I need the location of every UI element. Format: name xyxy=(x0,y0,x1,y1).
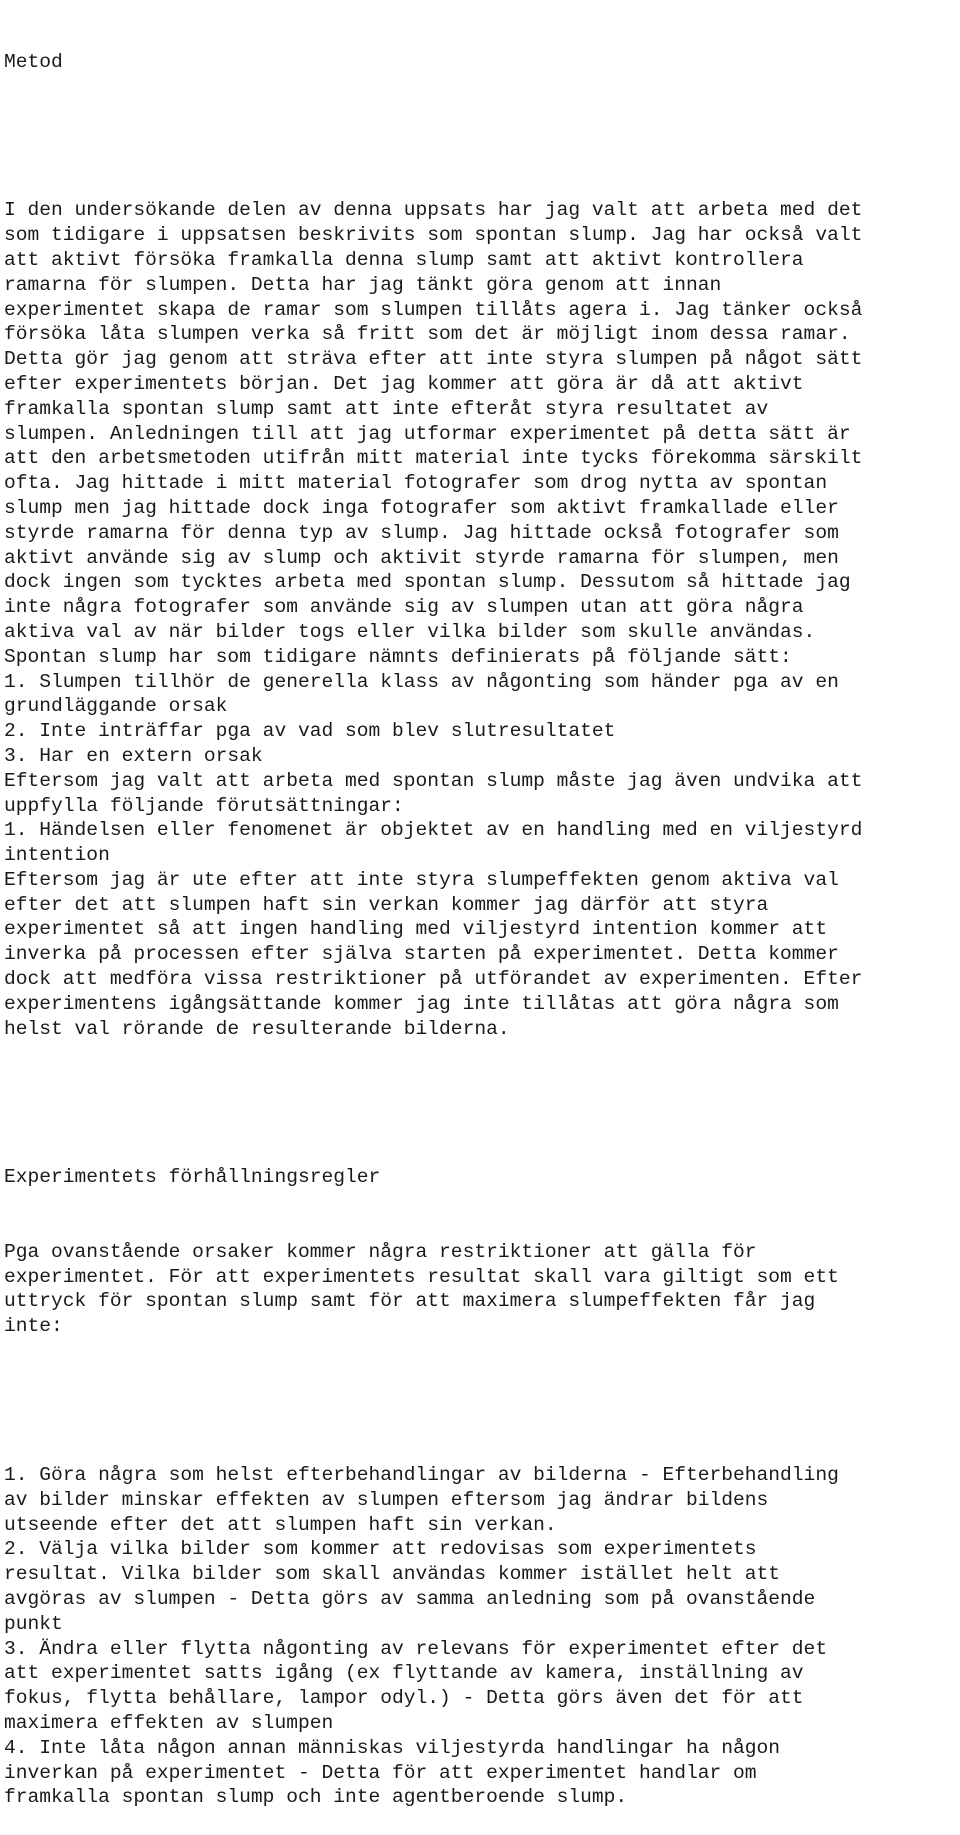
page-title: Metod xyxy=(4,50,63,73)
text-line: aktivt använde sig av slump och aktivit styrde ramarna för slumpen, men xyxy=(4,546,839,569)
text-line: experimentet skapa de ramar som slumpen tillåts agera i. Jag tänker också xyxy=(4,298,863,321)
rule-line: maximera effekten av slumpen xyxy=(4,1711,334,1734)
text-line: dock att medföra vissa restriktioner på utförandet av experimenten. Efter xyxy=(4,968,863,991)
rule-line: 2. Välja vilka bilder som kommer att redovisas som experimentets xyxy=(4,1538,757,1561)
text-line: slump men jag hittade dock inga fotografer som aktivt framkallade eller xyxy=(4,496,839,519)
blank-line xyxy=(4,124,956,149)
rule-line: utseende efter det att slumpen haft sin verkan. xyxy=(4,1513,557,1536)
rule-line: avgöras av slumpen - Detta görs av samma anledning som på ovanstående xyxy=(4,1588,816,1610)
text-line: 1. Slumpen tillhör de generella klass av någonting som händer pga av en xyxy=(4,670,839,693)
method-paragraph xyxy=(4,198,956,1041)
rule-line: 1. Göra några som helst efterbehandlingar av bilderna - Efterbehandling xyxy=(4,1464,839,1487)
text-line: 2. Inte inträffar pga av vad som blev slutresultatet xyxy=(4,720,616,743)
text-line: att aktivt försöka framkalla denna slump samt att aktivt kontrollera xyxy=(4,248,804,271)
text-line: aktiva val av när bilder togs eller vilka bilder som skulle användas. xyxy=(4,620,816,643)
text-line: helst val rörande de resulterande bilderna. xyxy=(4,1017,510,1040)
text-line: inverka på processen efter själva starten på experimentet. Detta kommer xyxy=(4,943,839,966)
text-line: inte: xyxy=(4,1315,63,1338)
text-line: 1. Händelsen eller fenomenet är objektet av en handling med en viljestyrd xyxy=(4,819,863,842)
text-line: efter experimentets början. Det jag kommer att göra är då att aktivt xyxy=(4,372,804,395)
blank-line xyxy=(4,1389,956,1414)
text-line: att den arbetsmetoden utifrån mitt material inte tycks förekomma särskilt xyxy=(4,447,863,470)
text-line: Pga ovanstående orsaker kommer några restriktioner att gälla för xyxy=(4,1240,757,1263)
text-line: intention xyxy=(4,844,110,867)
text-line: uttryck för spontan slump samt för att maximera slumpeffekten får jag xyxy=(4,1290,816,1313)
rule-line: fokus, flytta behållare, lampor odyl.) - Detta görs även det för att xyxy=(4,1687,804,1710)
text-line: ofta. Jag hittade i mitt material fotografer som drog nytta av spontan xyxy=(4,472,828,495)
rule-line: framkalla spontan slump och inte agentberoende slump. xyxy=(4,1786,628,1809)
text-line: experimentet så att ingen handling med viljestyrd intention kommer att xyxy=(4,918,828,941)
text-line: uppfylla följande förutsättningar: xyxy=(4,794,404,817)
text-line: försöka låta slumpen verka så fritt som det är möjligt inom dessa ramar. xyxy=(4,323,851,346)
text-line: Eftersom jag valt att arbeta med spontan slump måste jag även undvika att xyxy=(4,769,863,792)
text-line: Spontan slump har som tidigare nämnts definierats på följande sätt: xyxy=(4,645,792,668)
text-line: 3. Har en extern orsak xyxy=(4,744,263,767)
rule-line: 4. Inte låta någon annan människas viljestyrda handlingar ha någon xyxy=(4,1736,781,1759)
text-line: grundläggande orsak xyxy=(4,695,228,718)
rule-line: att experimentet satts igång (ex flyttande av kamera, inställning av xyxy=(4,1662,804,1685)
restrictions-intro-paragraph xyxy=(4,1240,956,1339)
text-line: I den undersökande delen av denna uppsats har jag valt att arbeta med det xyxy=(4,199,863,222)
text-line: efter det att slumpen haft sin verkan kommer jag därför att styra xyxy=(4,893,769,916)
text-line: Detta gör jag genom att sträva efter att inte styra slumpen på något sätt xyxy=(4,348,863,371)
rule-line: av bilder minskar effekten av slumpen eftersom jag ändrar bildens xyxy=(4,1488,769,1511)
text-line: styrde ramarna för denna typ av slump. Jag hittade också fotografer som xyxy=(4,521,839,544)
text-line: experimentens igångsättande kommer jag inte tillåtas att göra några som xyxy=(4,992,839,1015)
rule-line: punkt xyxy=(4,1612,63,1635)
text-line: dock ingen som tycktes arbeta med spontan slump. Dessutom så hittade jag xyxy=(4,571,851,594)
text-line: inte några fotografer som använde sig av slumpen utan att göra några xyxy=(4,596,804,619)
text-line: som tidigare i uppsatsen beskrivits som spontan slump. Jag har också valt xyxy=(4,224,863,247)
text-line: framkalla spontan slump samt att inte efteråt styra resultatet av xyxy=(4,397,769,420)
rules-list xyxy=(4,1463,956,1810)
blank-line xyxy=(4,1091,956,1116)
rule-line: 3. Ändra eller flytta någonting av relevans för experimentet efter det xyxy=(4,1637,828,1660)
section-heading: Experimentets förhållningsregler xyxy=(4,1166,381,1189)
rule-line: resultat. Vilka bilder som skall användas kommer istället helt att xyxy=(4,1563,781,1586)
rule-line: inverkan på experimentet - Detta för att experimentet handlar om xyxy=(4,1761,757,1784)
text-line: experimentet. För att experimentets resultat skall vara giltigt som ett xyxy=(4,1265,839,1288)
text-line: slumpen. Anledningen till att jag utformar experimentet på detta sätt är xyxy=(4,422,851,445)
text-line: Eftersom jag är ute efter att inte styra slumpeffekten genom aktiva val xyxy=(4,868,839,891)
text-line: ramarna för slumpen. Detta har jag tänkt göra genom att innan xyxy=(4,273,722,296)
